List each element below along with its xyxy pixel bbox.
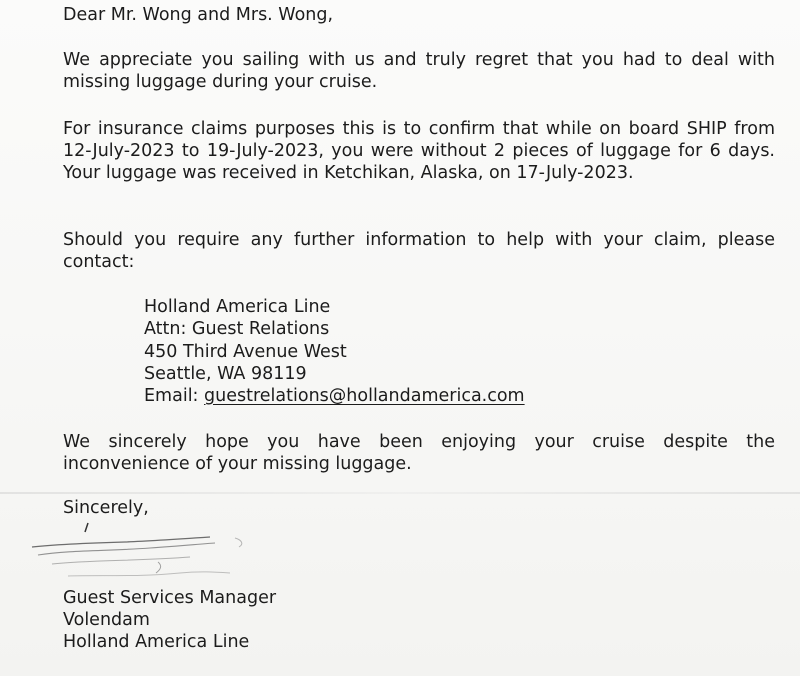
signer-company: Holland America Line	[63, 632, 250, 652]
signer-title: Guest Services Manager	[63, 588, 277, 608]
paragraph-contact-request: Should you require any further information to help with your claim, please contact:	[63, 230, 775, 272]
paper-fold-line	[0, 492, 800, 494]
address-email-line	[144, 385, 525, 407]
closing: Sincerely,	[63, 498, 149, 518]
address-street: 450 Third Avenue West	[144, 342, 347, 362]
paragraph-appreciation: We appreciate you sailing with us and truly regret that you had to deal with missing luggage during your cruise.	[63, 50, 775, 92]
address-attention: Attn: Guest Relations	[144, 319, 330, 339]
address-city: Seattle, WA 98119	[144, 364, 307, 384]
signer-ship: Volendam	[63, 610, 150, 630]
paragraph-closing-wishes: We sincerely hope you have been enjoying your cruise despite the inconvenience of your missing luggage.	[63, 432, 775, 474]
address-company: Holland America Line	[144, 297, 331, 317]
salutation: Dear Mr. Wong and Mrs. Wong,	[63, 5, 334, 25]
paragraph-insurance-confirmation: For insurance claims purposes this is to confirm that while on board SHIP from 12-July-2023 to 19-July-2023, you were without 2 pieces of luggage for 6 days. Your luggage was received in Ketchikan, Alaska, on 17-July-2023.	[63, 119, 775, 183]
signature-scribble	[30, 520, 250, 585]
email-label: Email:	[144, 386, 199, 406]
email-link[interactable]: guestrelations@hollandamerica.com	[204, 386, 525, 406]
